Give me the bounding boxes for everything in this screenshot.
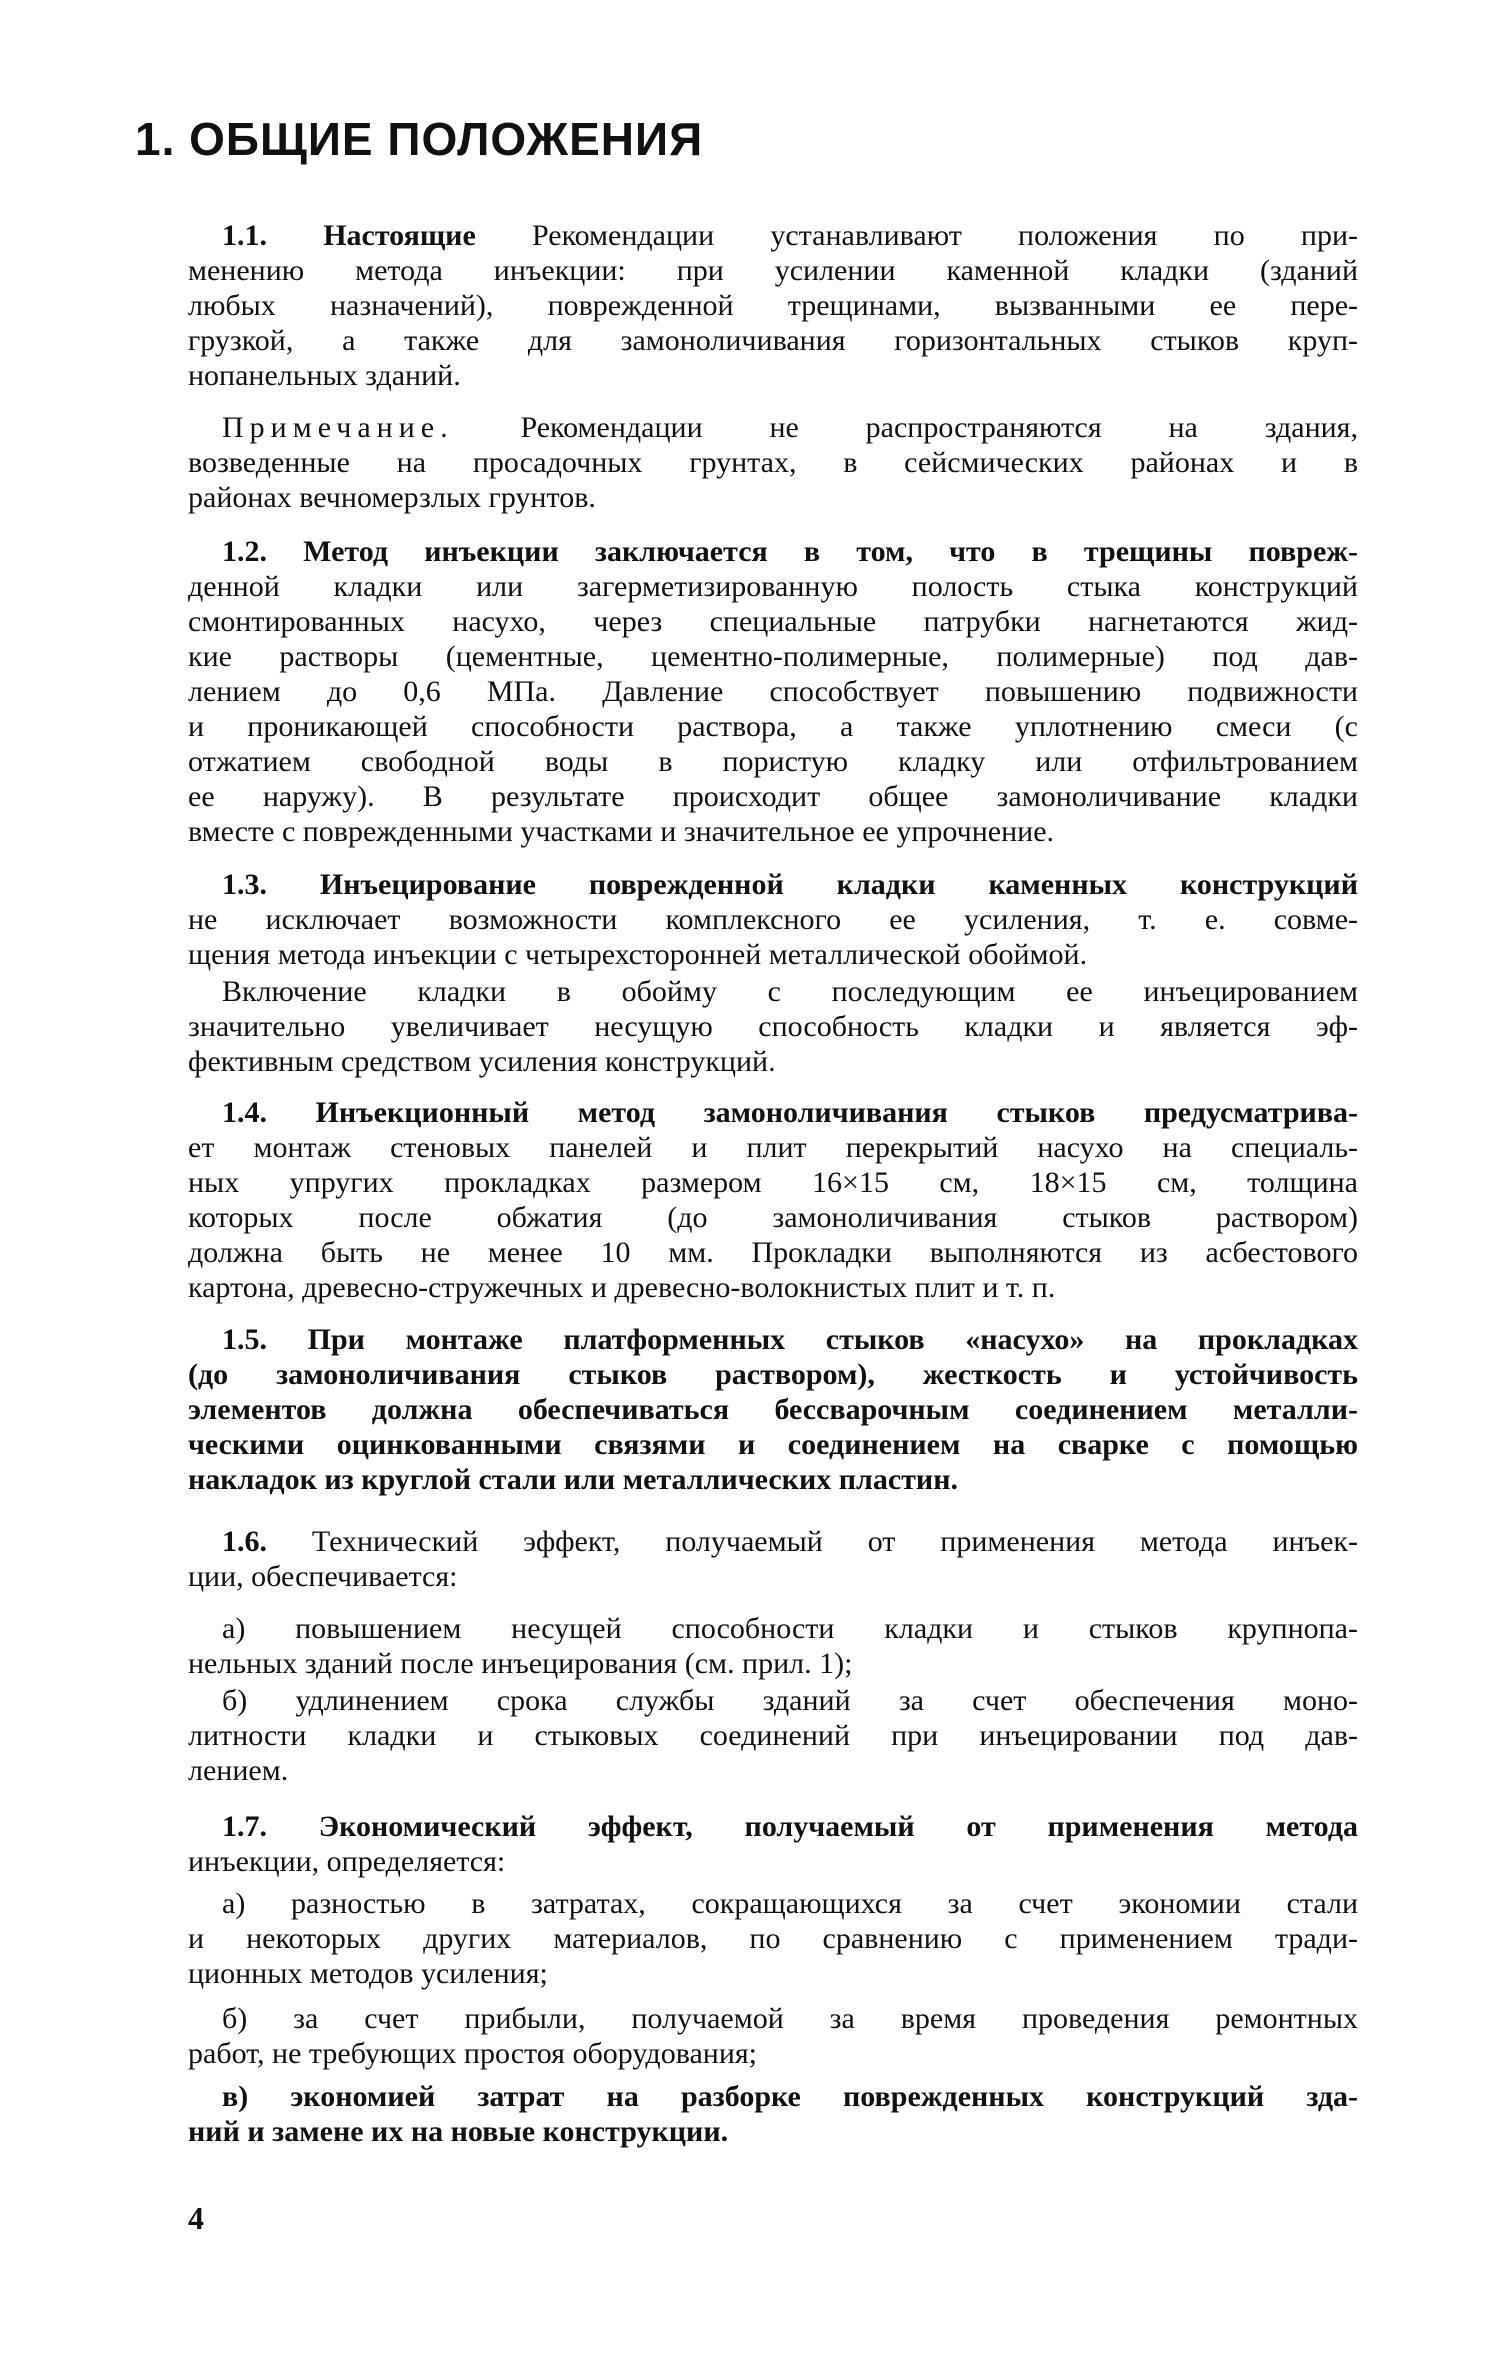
text-line	[188, 1462, 1358, 1497]
line-text: в) экономией затрат на разборке поврежденных конструкций зда-	[222, 2080, 1358, 2113]
text-line	[188, 1235, 1358, 1270]
line-text: кие растворы (цементные, цементно-полимерные, полимерные) под дав-	[188, 640, 1358, 673]
line-text: нельных зданий после инъецирования (см. прил. 1);	[188, 1647, 853, 1680]
paragraph-lead: 1.7. Экономический эффект, получаемый от применения метода	[222, 1810, 1358, 1843]
line-text: ционных методов усиления;	[188, 1957, 548, 1990]
line-text: Включение кладки в обойму с последующим ее инъецированием	[222, 975, 1358, 1008]
text-line	[188, 1165, 1358, 1200]
text-line	[188, 1044, 1358, 1079]
paragraph	[188, 1611, 1358, 1681]
text-line	[188, 937, 1358, 972]
text-line	[188, 1646, 1358, 1681]
paragraph	[188, 1886, 1358, 1991]
paragraph	[188, 867, 1358, 972]
line-text: литности кладки и стыковых соединений при инъецировании под дав-	[188, 1719, 1358, 1752]
line-text: б) за счет прибыли, получаемой за время проведения ремонтных	[222, 2002, 1358, 2035]
line-text: ет монтаж стеновых панелей и плит перекрытий насухо на специаль-	[188, 1131, 1358, 1164]
text-line	[188, 253, 1358, 288]
line-text: ции, обеспечивается:	[188, 1560, 458, 1593]
text-line	[188, 480, 1358, 515]
paragraph-lead: Примечание.	[222, 411, 454, 444]
text-line	[188, 1886, 1358, 1921]
paragraph	[188, 1524, 1358, 1594]
paragraph-lead: 1.2. Метод инъекции заключается в том, что в трещины повреж-	[222, 535, 1358, 568]
line-text: смонтированных насухо, через специальные патрубки нагнетаются жид-	[188, 605, 1358, 638]
text-line	[188, 1753, 1358, 1788]
text-line	[188, 410, 1358, 445]
text-line	[188, 1130, 1358, 1165]
line-text: любых назначений), поврежденной трещинами, вызванными ее пере-	[188, 289, 1358, 322]
line-text: а) повышением несущей способности кладки и стыков крупнопа-	[222, 1612, 1358, 1645]
text-line	[188, 974, 1358, 1009]
text-line	[188, 1683, 1358, 1718]
line-text: ее наружу). В результате происходит общее замоноличивание кладки	[188, 780, 1358, 813]
paragraph	[188, 974, 1358, 1079]
line-text: не исключает возможности комплексного ее усиления, т. е. совме-	[188, 903, 1358, 936]
paragraph-lead: 1.1. Настоящие	[222, 219, 476, 252]
line-text: а) разностью в затратах, сокращающихся за счет экономии стали	[222, 1887, 1358, 1920]
line-text: элементов должна обеспечиваться бессварочным соединением металли-	[188, 1393, 1358, 1426]
text-line	[188, 1357, 1358, 1392]
line-text: должна быть не менее 10 мм. Прокладки выполняются из асбестового	[188, 1236, 1358, 1269]
line-text: При монтаже платформенных стыков «насухо» на прокладках	[267, 1323, 1358, 1356]
line-text: и проникающей способности раствора, а также уплотнению смеси (с	[188, 710, 1358, 743]
paragraph	[188, 218, 1358, 393]
line-text: грузкой, а также для замоноличивания горизонтальных стыков круп-	[188, 324, 1358, 357]
text-line	[188, 2001, 1358, 2036]
text-line	[188, 1270, 1358, 1305]
text-line	[188, 604, 1358, 639]
line-text: (до замоноличивания стыков раствором), жесткость и устойчивость	[188, 1358, 1358, 1391]
paragraph	[188, 1809, 1358, 1879]
text-line	[188, 779, 1358, 814]
line-text: ний и замене их на новые конструкции.	[188, 2115, 729, 2148]
text-line	[188, 445, 1358, 480]
text-line	[188, 867, 1358, 902]
line-text: отжатием свободной воды в пористую кладку или отфильтрованием	[188, 745, 1358, 778]
text-line	[188, 1427, 1358, 1462]
text-line	[188, 1718, 1358, 1753]
line-text: и некоторых других материалов, по сравнению с применением тради-	[188, 1922, 1358, 1955]
text-line	[188, 1956, 1358, 1991]
paragraph	[188, 2079, 1358, 2149]
text-line	[188, 218, 1358, 253]
line-text: районах вечномерзлых грунтов.	[188, 481, 596, 514]
text-line	[188, 744, 1358, 779]
text-line	[188, 814, 1358, 849]
text-line	[188, 2114, 1358, 2149]
paragraph	[188, 534, 1358, 849]
text-line	[188, 534, 1358, 569]
text-line	[188, 1921, 1358, 1956]
page-number: 4	[188, 2200, 204, 2236]
line-text: ных упругих прокладках размером 16×15 см, 18×15 см, толщина	[188, 1166, 1358, 1199]
line-text: картона, древесно-стружечных и древесно-волокнистых плит и т. п.	[188, 1271, 1056, 1304]
line-text: лением до 0,6 МПа. Давление способствует повышению подвижности	[188, 675, 1358, 708]
text-line	[188, 1392, 1358, 1427]
line-text: ческими оцинкованными связями и соединением на сварке с помощью	[188, 1428, 1358, 1461]
line-text: вместе с поврежденными участками и значительное ее упрочнение.	[188, 815, 1055, 848]
section-title: 1. ОБЩИЕ ПОЛОЖЕНИЯ	[135, 113, 704, 165]
text-line	[188, 1611, 1358, 1646]
paragraph-lead: 1.6.	[222, 1525, 267, 1558]
line-text: Рекомендации не распространяются на здания,	[453, 411, 1358, 444]
text-line	[188, 1009, 1358, 1044]
text-line	[188, 1095, 1358, 1130]
text-line	[188, 1524, 1358, 1559]
paragraph	[188, 410, 1358, 515]
line-text: Рекомендации устанавливают положения по при-	[475, 219, 1359, 252]
paragraph-lead: 1.5.	[222, 1323, 267, 1356]
text-line	[188, 674, 1358, 709]
text-line	[188, 2036, 1358, 2071]
line-text: денной кладки или загерметизированную полость стыка конструкций	[188, 570, 1358, 603]
text-line	[188, 323, 1358, 358]
text-line	[188, 358, 1358, 393]
text-line	[188, 639, 1358, 674]
line-text: которых после обжатия (до замоноличивания стыков раствором)	[188, 1201, 1358, 1234]
text-line	[188, 1559, 1358, 1594]
paragraph	[188, 1095, 1358, 1305]
line-text: накладок из круглой стали или металлических пластин.	[188, 1463, 958, 1496]
line-text: б) удлинением срока службы зданий за счет обеспечения моно-	[222, 1684, 1358, 1717]
line-text: Технический эффект, получаемый от применения метода инъек-	[267, 1525, 1358, 1558]
text-line	[188, 709, 1358, 744]
text-line	[188, 1322, 1358, 1357]
line-text: щения метода инъекции с четырехсторонней металлической обоймой.	[188, 938, 1088, 971]
paragraph	[188, 1683, 1358, 1788]
text-line	[188, 1200, 1358, 1235]
paragraph	[188, 1322, 1358, 1497]
line-text: лением.	[188, 1754, 289, 1787]
text-line	[188, 288, 1358, 323]
line-text: работ, не требующих простоя оборудования;	[188, 2037, 758, 2070]
line-text: менению метода инъекции: при усилении каменной кладки (зданий	[188, 254, 1358, 287]
line-text: инъекции, определяется:	[188, 1845, 506, 1878]
paragraph	[188, 2001, 1358, 2071]
text-line	[188, 1844, 1358, 1879]
text-line	[188, 569, 1358, 604]
line-text: возведенные на просадочных грунтах, в сейсмических районах и в	[188, 446, 1358, 479]
text-line	[188, 902, 1358, 937]
line-text: нопанельных зданий.	[188, 359, 461, 392]
text-line	[188, 1809, 1358, 1844]
paragraph-lead: 1.4. Инъекционный метод замоноличивания стыков предусматрива-	[222, 1096, 1358, 1129]
text-line	[188, 2079, 1358, 2114]
paragraph-lead: 1.3. Инъецирование поврежденной кладки каменных конструкций	[222, 868, 1358, 901]
line-text: фективным средством усиления конструкций.	[188, 1045, 776, 1078]
line-text: значительно увеличивает несущую способность кладки и является эф-	[188, 1010, 1358, 1043]
